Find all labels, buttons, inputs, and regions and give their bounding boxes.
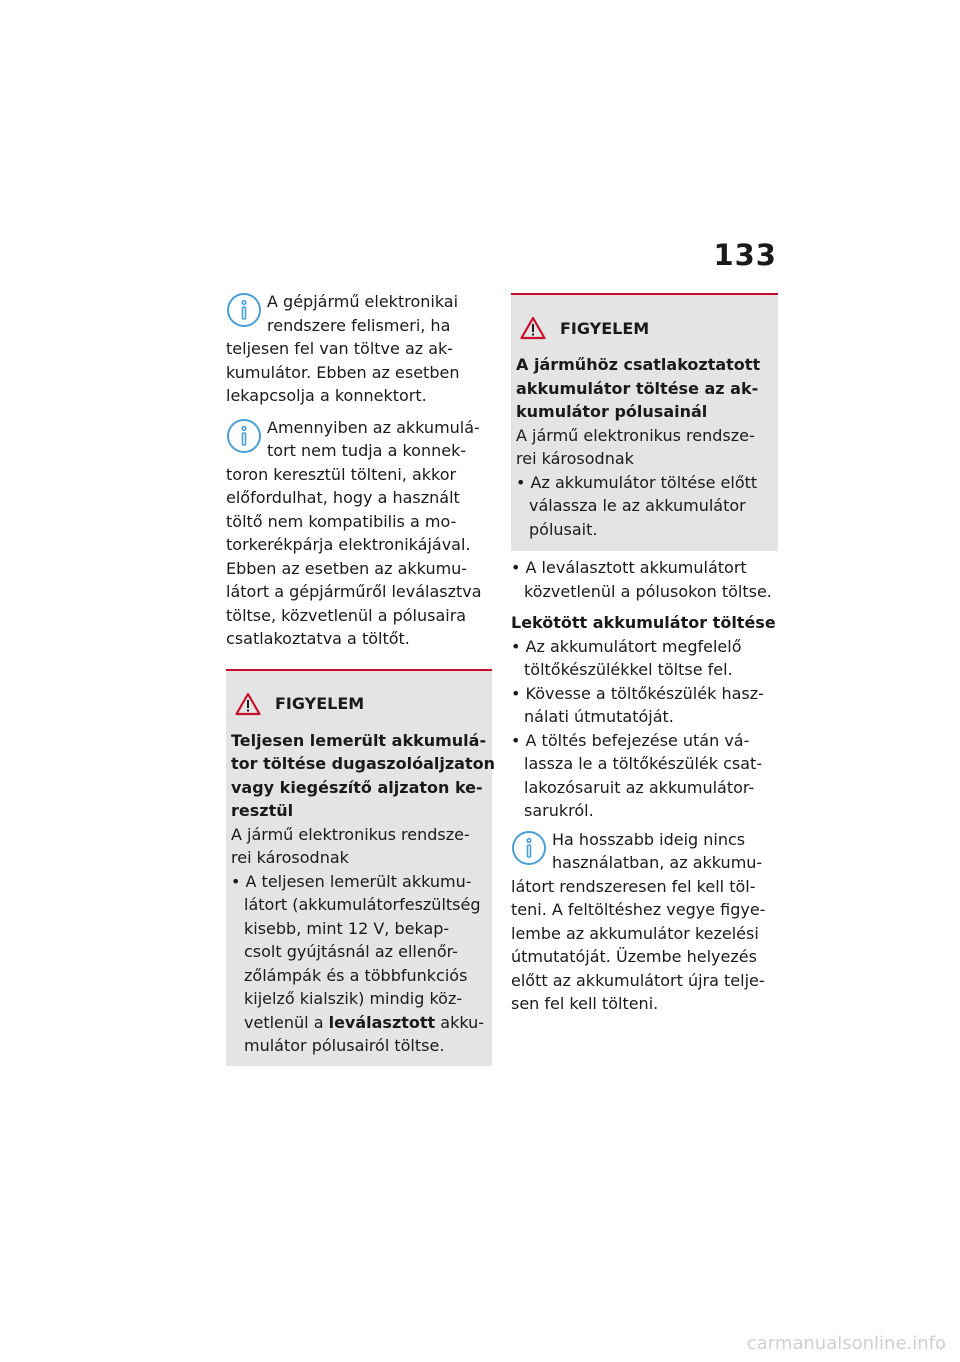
warning-bullet: vetlenül a leválasztott akku- — [244, 1012, 485, 1032]
warning-bullet: pólusait. — [529, 519, 598, 539]
warning-heading: akkumulátor töltése az ak- — [516, 378, 759, 398]
info-text: lembe az akkumulátor kezelési — [511, 923, 759, 943]
info-text: A gépjármű elektronikai — [267, 292, 459, 311]
warning-box — [226, 669, 495, 1066]
warning-bullet: • Az akkumulátor töltése előtt — [516, 472, 758, 492]
info-note — [226, 416, 492, 651]
page-number: 133 — [713, 238, 777, 272]
list-item: • Az akkumulátort megfelelő — [511, 636, 742, 656]
info-text: útmutatóját. Üzembe helyezés — [511, 947, 757, 966]
warning-text: A jármű elektronikus rendsze- — [516, 425, 755, 445]
info-text: kumulátor. Ebben az esetben — [226, 362, 460, 382]
warning-heading: resztül — [231, 801, 294, 820]
info-text: előtt az akkumulátort újra telje- — [511, 970, 765, 990]
left-column — [226, 290, 495, 1066]
right-column — [511, 293, 778, 1016]
warning-text: rei károsodnak — [516, 449, 634, 468]
info-text: teljesen fel van töltve az ak- — [226, 339, 454, 358]
warning-bullet: • A teljesen lemerült akkumu- — [231, 871, 472, 891]
warning-heading: kumulátor pólusainál — [516, 402, 708, 421]
info-text: rendszere felismeri, ha — [267, 315, 451, 335]
info-icon — [226, 418, 262, 454]
warning-text: rei károsodnak — [231, 848, 349, 867]
info-text: toron keresztül tölteni, akkor — [226, 464, 457, 484]
list-item: közvetlenül a pólusokon töltse. — [524, 581, 772, 601]
list-item: lassza le a töltőkészülék csat- — [524, 754, 763, 773]
info-text: töltse, közvetlenül a pólusaira — [226, 605, 467, 625]
info-text: töltő nem kompatibilis a mo- — [226, 511, 457, 531]
info-text: előfordulhat, hogy a használt — [226, 488, 460, 507]
list-item: • A töltés befejezése után vá- — [511, 730, 750, 750]
warning-text: A jármű elektronikus rendsze- — [231, 824, 470, 844]
info-text: látort a gépjárműről leválasztva — [226, 582, 482, 601]
info-text: látort rendszeresen fel kell töl- — [511, 876, 756, 896]
info-text: használatban, az akkumu- — [552, 853, 763, 872]
info-text: csatlakoztatva a töltőt. — [226, 629, 410, 648]
warning-bullet: zőlámpák és a többfunkciós — [244, 965, 468, 985]
warning-bullet: mulátor pólusairól töltse. — [244, 1036, 445, 1055]
watermark: carmanualsonline.info — [746, 1333, 946, 1354]
info-text: teni. A feltöltéshez vegye figye- — [511, 900, 766, 919]
list-item: sarukról. — [524, 801, 594, 820]
warning-bullet: látort (akkumulátorfeszültség — [244, 895, 481, 914]
info-icon — [511, 830, 547, 866]
warning-heading: tor töltése dugaszolóaljzaton — [231, 754, 495, 773]
list-item: • A leválasztott akkumulátort — [511, 558, 747, 577]
warning-bullet: csolt gyújtásnál az ellenőr- — [244, 942, 458, 961]
info-text: lekapcsolja a konnektort. — [226, 386, 427, 405]
info-text: tort nem tudja a konnek- — [267, 441, 467, 460]
emphasis: leválasztott — [328, 1012, 436, 1032]
warning-header — [235, 687, 486, 721]
info-text: torkerékpárja elektronikájával. — [226, 535, 471, 554]
warning-triangle-icon — [235, 692, 261, 716]
list-item: lakozósaruit az akkumulátor- — [524, 777, 755, 797]
warning-header — [520, 311, 772, 345]
warning-triangle-icon — [520, 316, 546, 340]
info-text: Ebben az esetben az akkumu- — [226, 558, 468, 578]
info-icon — [226, 292, 262, 328]
warning-bullet: kisebb, mint 12 V, bekap- — [244, 918, 450, 938]
warning-bullet: kijelző kialszik) mindig köz- — [244, 989, 463, 1008]
warning-heading: vagy kiegészítő aljzaton ke- — [231, 777, 483, 797]
info-text: sen fel kell tölteni. — [511, 994, 659, 1013]
info-text: Ha hosszabb ideig nincs — [552, 829, 746, 849]
info-note — [226, 290, 492, 408]
warning-box — [511, 293, 778, 551]
section-title: Lekötött akkumulátor töltése — [511, 613, 776, 632]
list-item: töltőkészülékkel töltse fel. — [524, 660, 733, 679]
list-item: • Kövesse a töltőkészülék hasz- — [511, 683, 764, 703]
list-item: nálati útmutatóját. — [524, 707, 674, 726]
warning-title: FIGYELEM — [275, 694, 365, 713]
warning-title: FIGYELEM — [560, 318, 650, 338]
warning-bullet: válassza le az akkumulátor — [529, 496, 746, 515]
warning-heading: A járműhöz csatlakoztatott — [516, 355, 761, 374]
info-note — [511, 828, 778, 1016]
warning-heading: Teljesen lemerült akkumulá- — [231, 730, 487, 750]
info-text: Amennyiben az akkumulá- — [267, 417, 480, 437]
